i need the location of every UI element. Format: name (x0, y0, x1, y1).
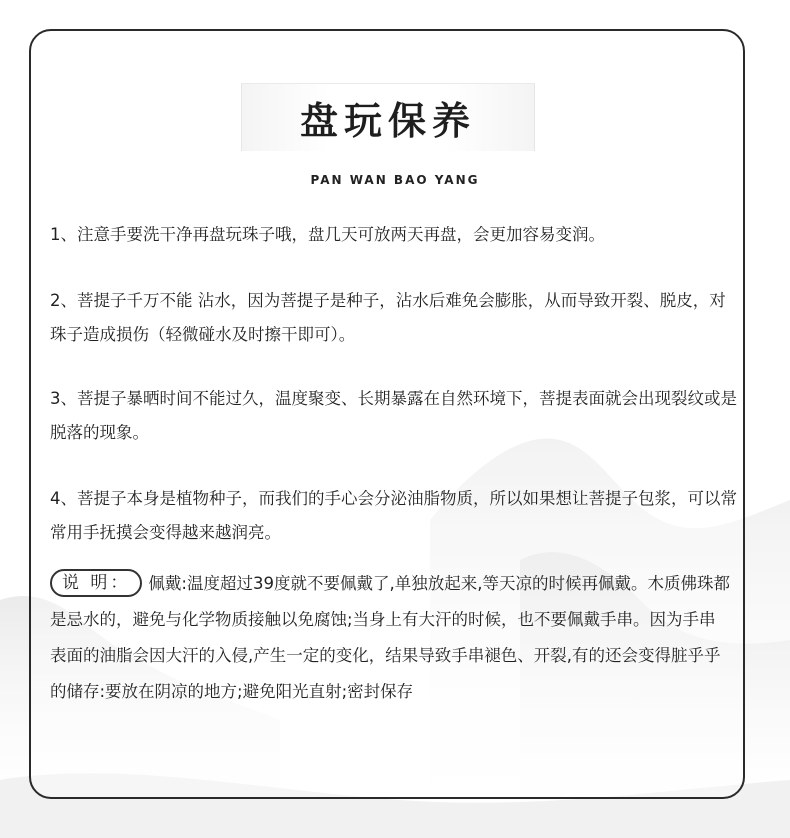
note-text: 佩戴:温度超过39度就不要佩戴了,单独放起来,等天凉的时候再佩戴。木质佛珠都是忌水的，避免与化学物质接触以免腐蚀;当身上有大汗的时候，也不要佩戴手串。因为手串表面的油脂会因大汗的入侵,产生一定的变化，结果导致手串褪色、开裂,有的还会变得脏乎乎的储存:要放在阴凉的地方;避免阳光直射;密封保存 (50, 574, 730, 701)
care-tip-4: 4、菩提子本身是植物种子，而我们的手心会分泌油脂物质，所以如果想让菩提子包浆，可以常常用手抚摸会变得越来越润亮。 (50, 489, 737, 542)
page-subtitle: PAN WAN BAO YANG (310, 173, 480, 187)
page-title: 盘玩保养 (299, 98, 476, 143)
care-tip-3: 3、菩提子暴晒时间不能过久，温度聚变、长期暴露在自然环境下，菩提表面就会出现裂纹或是脱落的现象。 (50, 389, 737, 442)
care-tip-1: 1、注意手要洗干净再盘玩珠子哦，盘几天可放两天再盘，会更加容易变润。 (50, 225, 605, 244)
note-label-badge: 说 明： (50, 569, 142, 597)
title-banner (241, 83, 535, 151)
explanation-note (50, 566, 730, 710)
care-tip-2: 2、菩提子千万不能 沾水，因为菩提子是种子，沾水后难免会膨胀，从而导致开裂、脱皮，对珠子造成损伤（轻微碰水及时擦干即可）。 (50, 291, 726, 344)
